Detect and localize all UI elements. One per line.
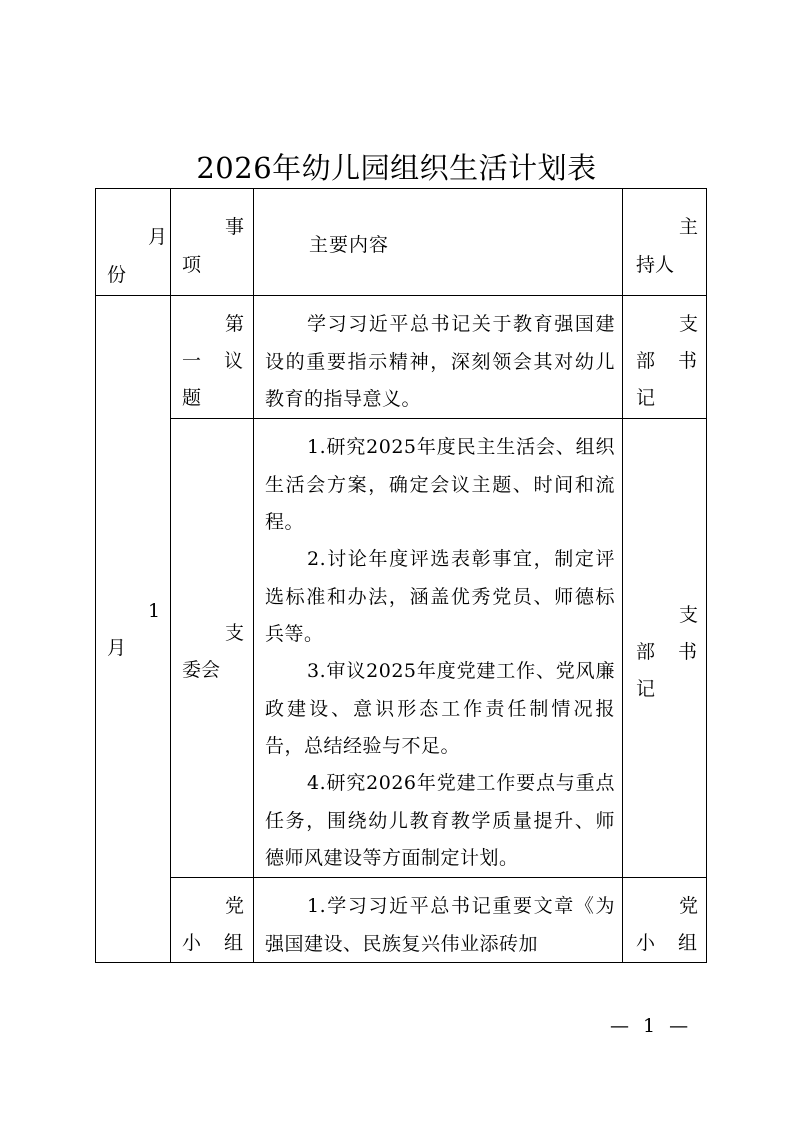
table-row	[96, 878, 707, 963]
month-number: 1	[148, 600, 161, 622]
header-item-cell	[171, 189, 254, 296]
host-line1: 党	[679, 895, 699, 917]
header-month-cell	[96, 189, 171, 296]
header-host-char1: 主	[679, 216, 699, 238]
page-number: — 1 —	[610, 1015, 693, 1037]
item-cell	[171, 878, 254, 963]
host-line1: 支	[679, 313, 699, 335]
header-host-cell	[623, 189, 707, 296]
item-cell	[171, 419, 254, 878]
table-header-row	[96, 189, 707, 296]
content-item: 3.审议2025年度党建工作、党风廉政建设、意识形态工作责任制情况报告，总结经验与不足。	[265, 660, 615, 757]
item-line2: 一 议	[182, 350, 246, 372]
content-item: 1.研究2025年度民主生活会、组织生活会方案，确定会议主题、时间和流程。	[265, 436, 615, 533]
page-title: 2026年幼儿园组织生活计划表	[196, 151, 597, 185]
host-line3: 记	[636, 387, 656, 409]
item-line1: 第	[225, 313, 245, 335]
content-cell	[254, 419, 623, 878]
item-cell	[171, 296, 254, 419]
header-content: 主要内容	[309, 234, 390, 256]
content-paragraph: 学习习近平总书记关于教育强国建设的重要指示精神，深刻领会其对幼儿教育的指导意义。	[265, 313, 615, 410]
header-month-char2: 份	[107, 264, 127, 286]
header-item-char2: 项	[182, 254, 202, 276]
host-line1: 支	[679, 604, 699, 626]
content-cell	[254, 878, 623, 963]
month-char: 月	[107, 637, 127, 659]
month-cell	[96, 296, 171, 963]
table-row	[96, 419, 707, 878]
host-cell	[623, 296, 707, 419]
item-line2: 小 组	[182, 932, 246, 954]
host-line3: 记	[636, 678, 656, 700]
header-host-char2: 持人	[636, 254, 675, 276]
table-row	[96, 296, 707, 419]
content-item: 4.研究2026年党建工作要点与重点任务，围绕幼儿教育教学质量提升、师德师风建设等方面制定计划。	[265, 772, 615, 869]
host-line2: 部 书	[636, 641, 700, 663]
content-item: 1.学习习近平总书记重要文章《为强国建设、民族复兴伟业添砖加	[265, 895, 615, 955]
content-item: 2.讨论年度评选表彰事宜，制定评选标准和办法，涵盖优秀党员、师德标兵等。	[265, 548, 615, 645]
plan-table	[95, 188, 707, 963]
header-content-cell	[254, 189, 623, 296]
header-item-char1: 事	[225, 216, 245, 238]
host-cell	[623, 419, 707, 878]
item-line1: 支	[225, 622, 245, 644]
item-line1: 党	[225, 895, 245, 917]
host-line2: 部 书	[636, 350, 700, 372]
header-month-char1: 月	[148, 226, 168, 248]
item-line2: 委会	[182, 659, 221, 681]
host-line2: 小 组	[636, 932, 700, 954]
item-line3: 题	[182, 387, 202, 409]
host-cell	[623, 878, 707, 963]
content-cell	[254, 296, 623, 419]
